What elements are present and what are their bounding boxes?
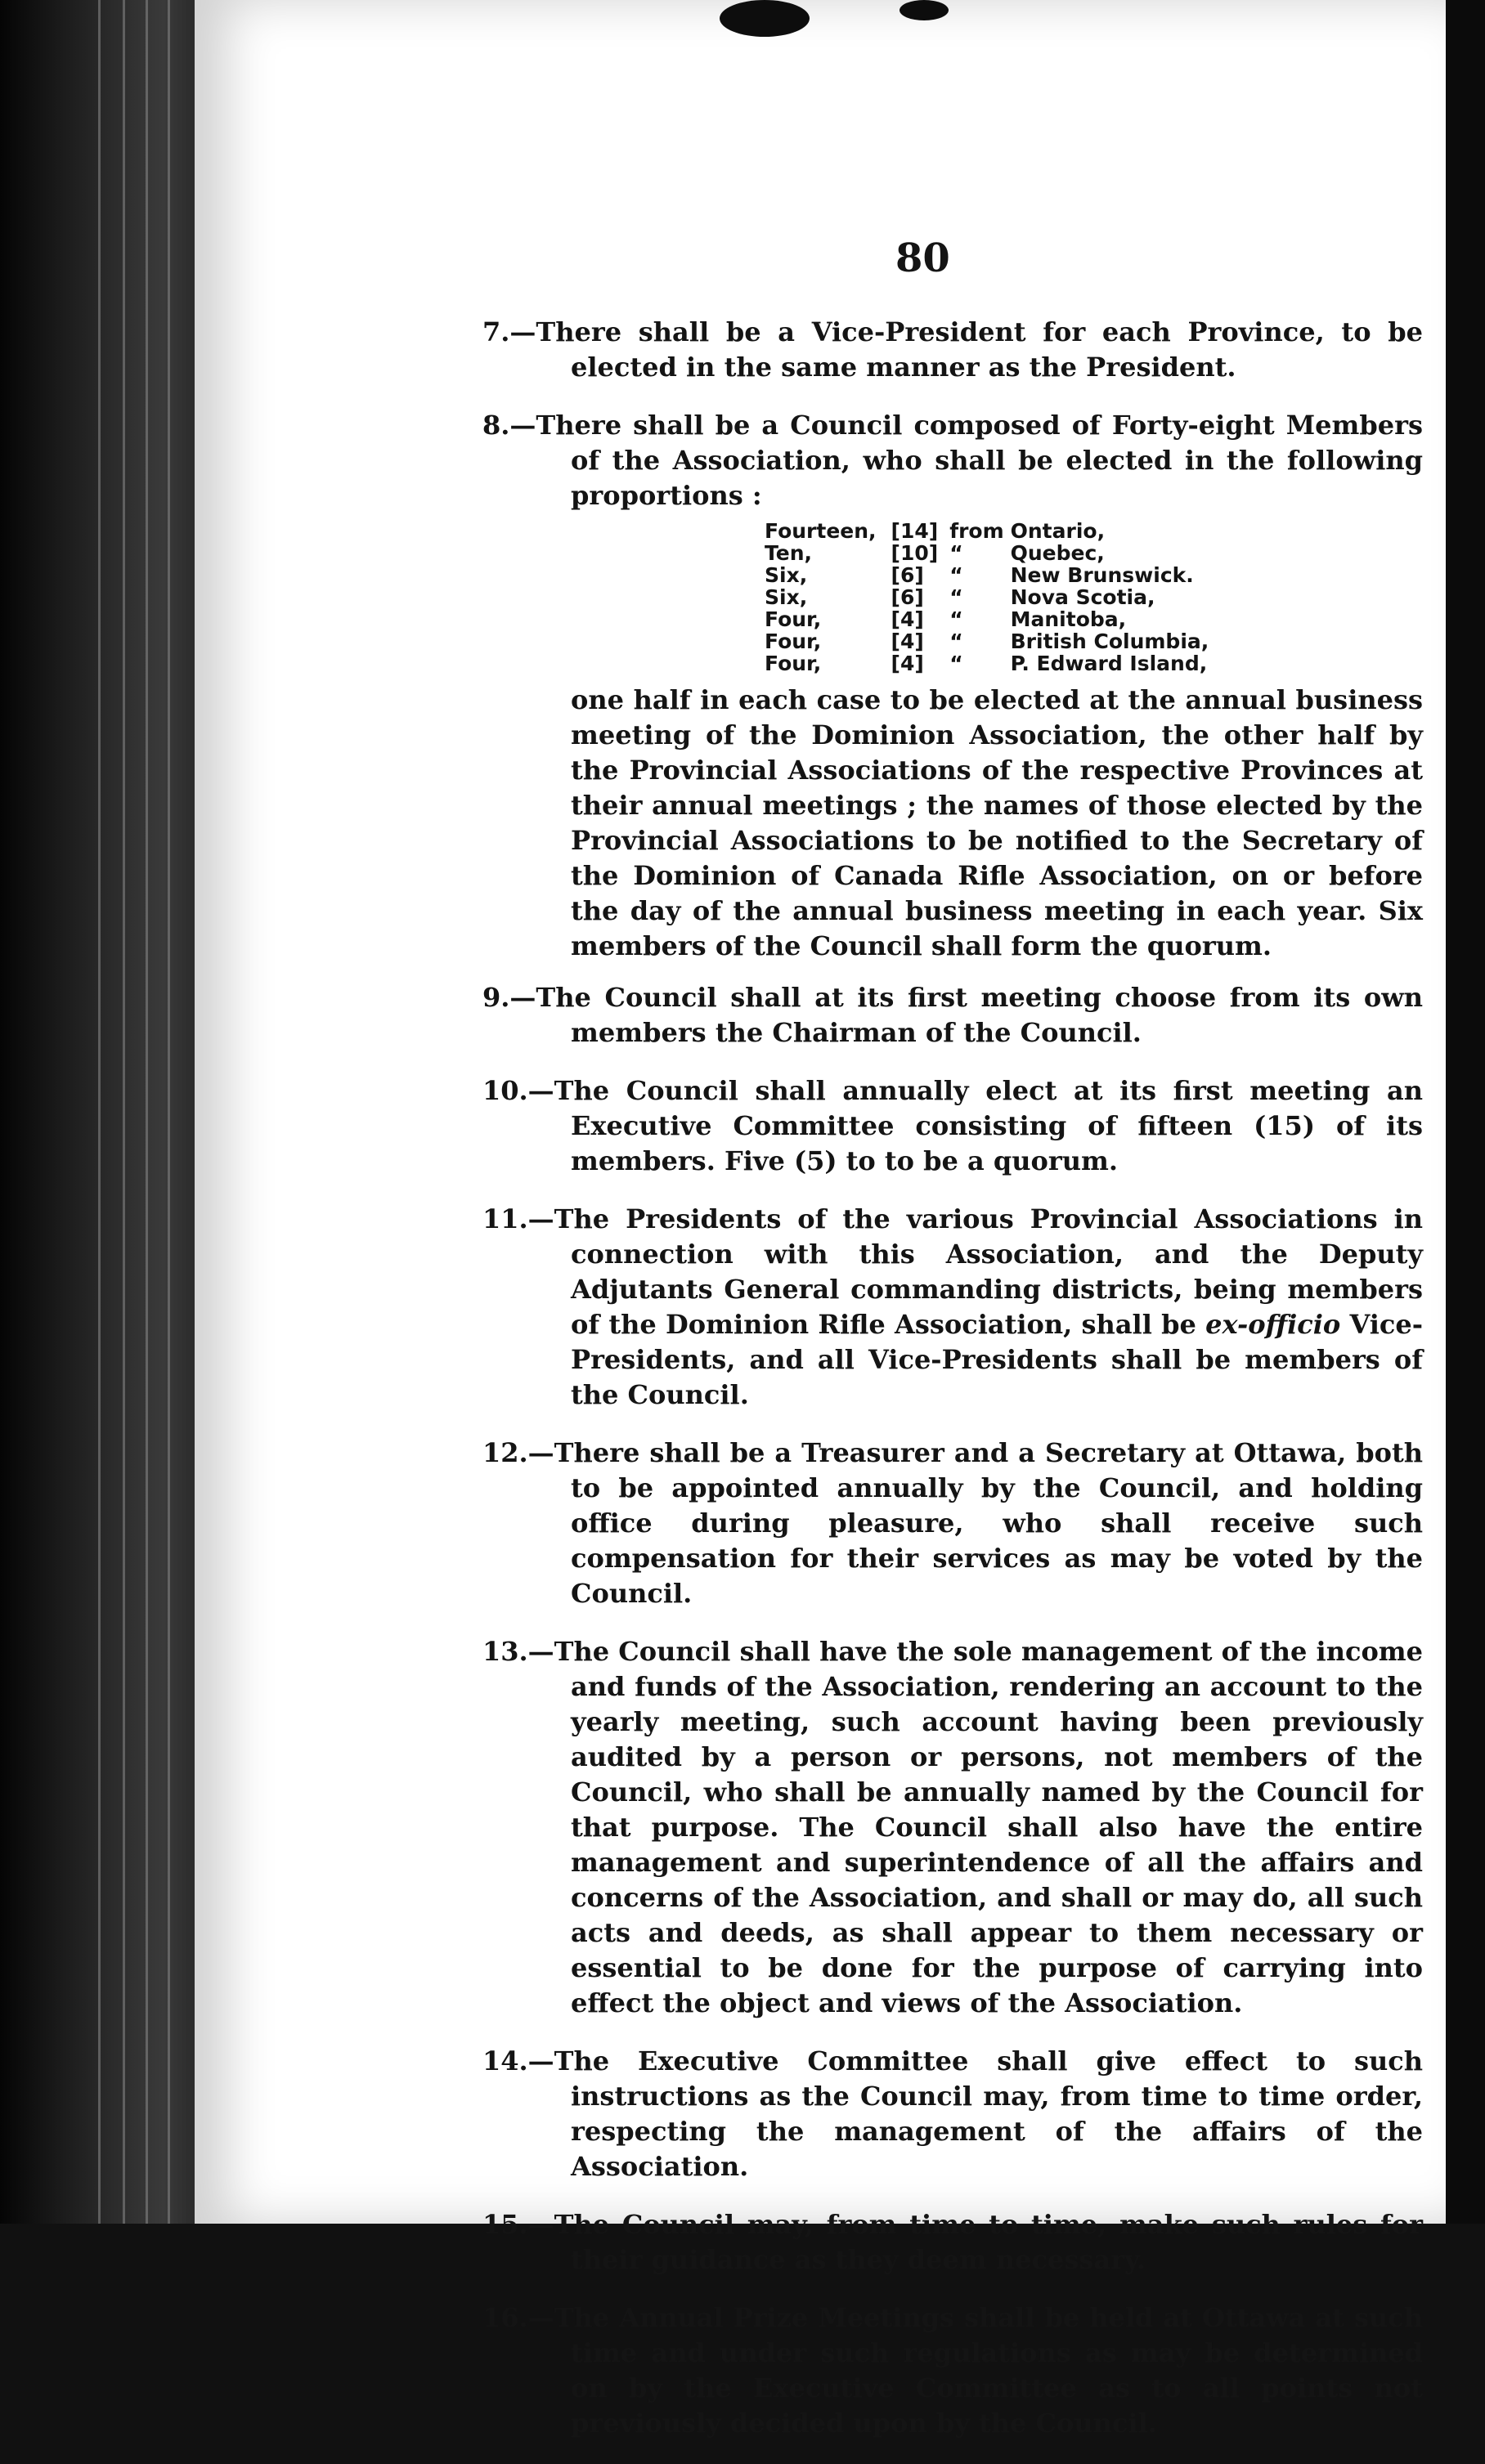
table-row bbox=[765, 542, 1215, 564]
clause-text: The Executive Committee shall give effect to such instructions as the Council may, from time to time order, respecting the management of the affairs of the Association. bbox=[554, 2045, 1423, 2182]
clause-13 bbox=[482, 1634, 1423, 2021]
member-count-word: Ten, bbox=[765, 541, 812, 565]
clause-10 bbox=[482, 1073, 1423, 1179]
province-name: British Columbia, bbox=[1010, 629, 1209, 653]
clause-12 bbox=[482, 1436, 1423, 1611]
clause-text: The Annual Prize Meetings shall be held at Ottawa at such time and under such regulations as may be determined on by the Executive Committee as to all points not previously decided upon by the Council. bbox=[554, 2302, 1423, 2439]
book-spine-edge bbox=[0, 0, 204, 2224]
page-stack-line bbox=[123, 0, 125, 2224]
clause-number: 15.— bbox=[482, 2209, 554, 2240]
clause-italic-term: ex-officio bbox=[1205, 1309, 1341, 1340]
clause-text: The Council may, from time to time, make such rules for their guidance as they deem necessary. bbox=[554, 2209, 1423, 2275]
page-right-edge bbox=[1446, 0, 1485, 2224]
clause-text: There shall be a Council composed of Forty-eight Members of the Association, who shall be elected in the following proportions : bbox=[536, 410, 1423, 511]
clause-text: The Council shall at its first meeting choose from its own members the Chairman of the Council. bbox=[536, 982, 1423, 1048]
ink-blot bbox=[900, 0, 949, 20]
clause-11 bbox=[482, 1202, 1423, 1413]
clause-text: There shall be a Vice-President for each Province, to be elected in the same manner as the President. bbox=[536, 316, 1423, 383]
clause-number: 13.— bbox=[482, 1636, 554, 1667]
from-label: “ bbox=[949, 585, 963, 609]
clause-number: 10.— bbox=[482, 1075, 554, 1106]
member-count-number: [4] bbox=[891, 607, 924, 631]
member-count-word: Six, bbox=[765, 563, 808, 587]
clause-14 bbox=[482, 2044, 1423, 2184]
clause-16 bbox=[482, 2300, 1423, 2441]
table-row bbox=[765, 652, 1215, 674]
clause-number: 7.— bbox=[482, 316, 536, 347]
from-label: “ bbox=[949, 563, 963, 587]
member-count-word: Six, bbox=[765, 585, 808, 609]
clause-number: 9.— bbox=[482, 982, 536, 1013]
clause-15 bbox=[482, 2207, 1423, 2278]
council-proportions-table bbox=[765, 520, 1215, 674]
table-row bbox=[765, 564, 1215, 586]
from-label: “ bbox=[949, 629, 963, 653]
clause-text: There shall be a Treasurer and a Secretary at Ottawa, both to be appointed annually by the Council, and holding office during pleasure, who shall receive such compensation for their services as may be voted by the Council. bbox=[554, 1437, 1423, 1609]
province-name: New Brunswick. bbox=[1010, 563, 1194, 587]
member-count-word: Four, bbox=[765, 652, 822, 675]
clause-number: 12.— bbox=[482, 1437, 554, 1468]
province-name: Manitoba, bbox=[1010, 607, 1127, 631]
table-row bbox=[765, 630, 1215, 652]
member-count-number: [14] bbox=[891, 519, 939, 543]
from-label: “ bbox=[949, 541, 963, 565]
page-stack-line bbox=[146, 0, 148, 2224]
clause-8 bbox=[482, 408, 1423, 513]
page-number: 80 bbox=[895, 235, 950, 281]
province-name: Quebec, bbox=[1010, 541, 1105, 565]
clause-number: 14.— bbox=[482, 2045, 554, 2076]
clause-number: 8.— bbox=[482, 410, 536, 441]
member-count-number: [4] bbox=[891, 629, 924, 653]
province-name: P. Edward Island, bbox=[1010, 652, 1208, 675]
member-count-number: [10] bbox=[891, 541, 939, 565]
clause-text: The Presidents of the various Provincial Associations in connection with this Association, and the Deputy Adjutants General commanding districts, being members of the Dominion Rifle Association, shall be bbox=[554, 1203, 1423, 1340]
province-name: Nova Scotia, bbox=[1010, 585, 1155, 609]
from-label: “ bbox=[949, 652, 963, 675]
clause-number: 11.— bbox=[482, 1203, 554, 1234]
member-count-number: [6] bbox=[891, 563, 924, 587]
member-count-word: Four, bbox=[765, 629, 822, 653]
clause-number: 16.— bbox=[482, 2302, 554, 2333]
ink-blot bbox=[720, 0, 810, 37]
clause-text: Vice-Presidents, and all Vice-Presidents shall be members of the Council. bbox=[571, 1309, 1424, 1410]
table-row bbox=[765, 586, 1215, 608]
from-label: “ bbox=[949, 607, 963, 631]
province-name: Ontario, bbox=[1010, 519, 1106, 543]
member-count-word: Four, bbox=[765, 607, 822, 631]
member-count-word: Fourteen, bbox=[765, 519, 877, 543]
document-body bbox=[482, 237, 1423, 2464]
page-stack-line bbox=[168, 0, 170, 2224]
table-row bbox=[765, 520, 1215, 542]
member-count-number: [4] bbox=[891, 652, 924, 675]
member-count-number: [6] bbox=[891, 585, 924, 609]
page-stack-line bbox=[98, 0, 101, 2224]
clause-text: The Council shall have the sole management of the income and funds of the Association, rendering an account to the yearly meeting, such account having been previously audited by a person or persons, not members of the Council, who shall be annually named by the Council for that purpose. The Council shall also have the entire management and superintendence of all the affairs and concerns of the Association, and shall or may do, all such acts and deeds, as shall appear to them necessary or essential to be done for the purpose of carrying into effect the object and views of the Association. bbox=[554, 1636, 1423, 2018]
clause-9 bbox=[482, 980, 1423, 1051]
clause-text: The Council shall annually elect at its first meeting an Executive Committee consisting of fifteen (15) of its members. Five (5) to to be a quorum. bbox=[554, 1075, 1423, 1176]
clause-7 bbox=[482, 315, 1423, 385]
clause-8-continuation: one half in each case to be elected at the annual business meeting of the Dominion Association, the other half by the Provincial Associations of the respective Provinces at their annual meetings ; the names of those elected by the Provincial Associations to be notified to the Secretary of the Dominion of Canada Rifle Association, on or before the day of the annual business meeting in each year. Six members of the Council shall form the quorum. bbox=[571, 684, 1423, 961]
from-label: from bbox=[949, 519, 1004, 543]
table-row bbox=[765, 608, 1215, 630]
